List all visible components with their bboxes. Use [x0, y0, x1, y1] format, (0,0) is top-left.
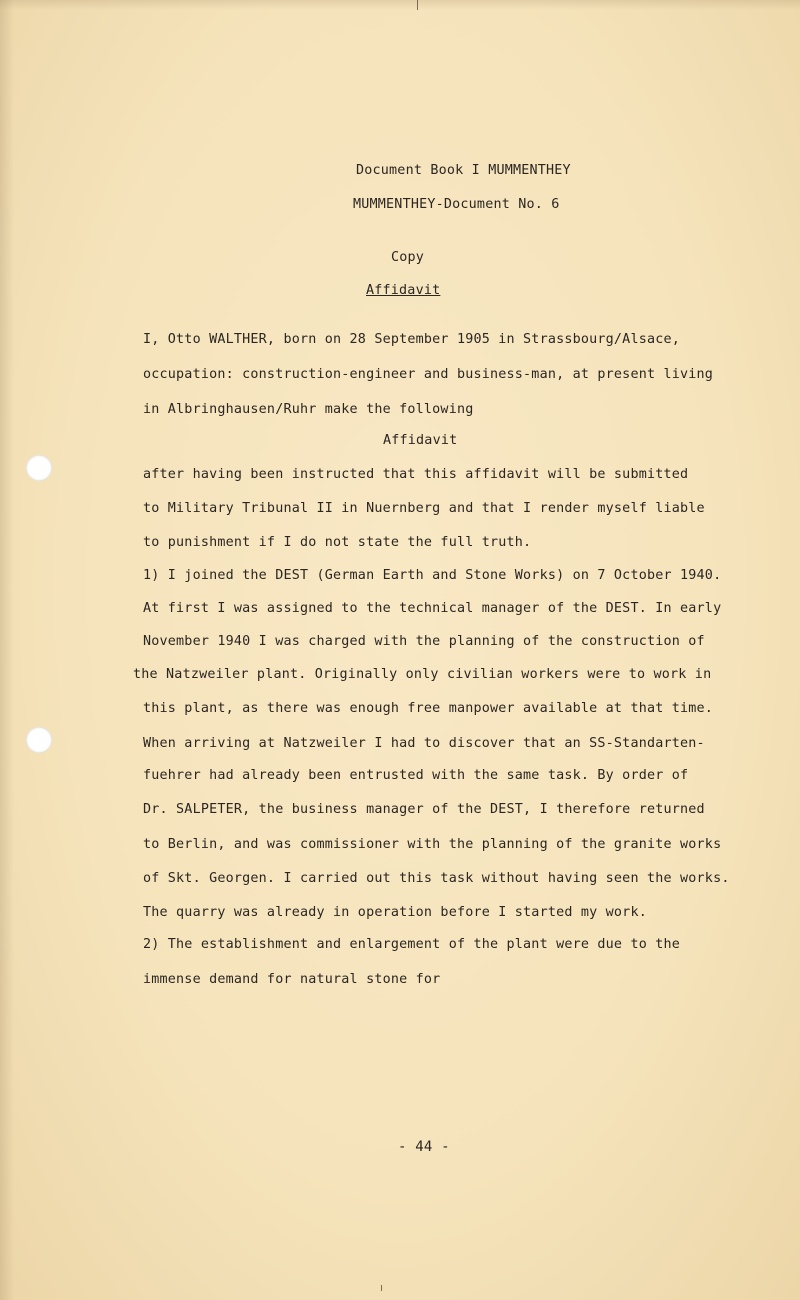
body-line: to punishment if I do not state the full truth.	[143, 535, 532, 550]
page-title: Affidavit	[366, 283, 441, 298]
body-line: When arriving at Natzweiler I had to discover that an SS-Standarten-	[143, 736, 705, 751]
body-line: this plant, as there was enough free manpower available at that time.	[143, 701, 714, 716]
intro-line: in Albringhausen/Ruhr make the following	[143, 402, 474, 417]
paper-mark	[417, 0, 418, 10]
page-top-shadow	[0, 0, 800, 10]
body-line: 1) I joined the DEST (German Earth and Stone Works) on 7 October 1940.	[143, 568, 722, 583]
body-line: The quarry was already in operation before I started my work.	[143, 905, 647, 920]
body-line: At first I was assigned to the technical manager of the DEST. In early	[143, 601, 722, 616]
intro-line: I, Otto WALTHER, born on 28 September 1905 in Strassbourg/Alsace,	[143, 332, 681, 347]
body-line: Dr. SALPETER, the business manager of the DEST, I therefore returned	[143, 802, 705, 817]
punch-hole-icon	[26, 455, 52, 481]
affidavit-subtitle: Affidavit	[383, 433, 458, 448]
document-number-header: MUMMENTHEY-Document No. 6	[353, 197, 560, 212]
body-line: immense demand for natural stone for	[143, 972, 441, 987]
body-line: of Skt. Georgen. I carried out this task without having seen the works.	[143, 871, 730, 886]
body-line: November 1940 I was charged with the planning of the construction of	[143, 634, 705, 649]
body-line: fuehrer had already been entrusted with the same task. By order of	[143, 768, 689, 783]
body-line: the Natzweiler plant. Originally only civilian workers were to work in	[133, 667, 712, 682]
body-line: 2) The establishment and enlargement of the plant were due to the	[143, 937, 681, 952]
punch-hole-icon	[26, 727, 52, 753]
page-edge-shadow	[0, 0, 14, 1300]
page-number: - 44 -	[398, 1139, 450, 1155]
intro-line: occupation: construction-engineer and business-man, at present living	[143, 367, 714, 382]
paper-mark	[381, 1285, 382, 1291]
body-line: to Military Tribunal II in Nuernberg and that I render myself liable	[143, 501, 705, 516]
document-book-header: Document Book I MUMMENTHEY	[356, 163, 571, 178]
body-line: after having been instructed that this affidavit will be submitted	[143, 467, 689, 482]
copy-label: Copy	[391, 250, 425, 265]
body-line: to Berlin, and was commissioner with the planning of the granite works	[143, 837, 722, 852]
